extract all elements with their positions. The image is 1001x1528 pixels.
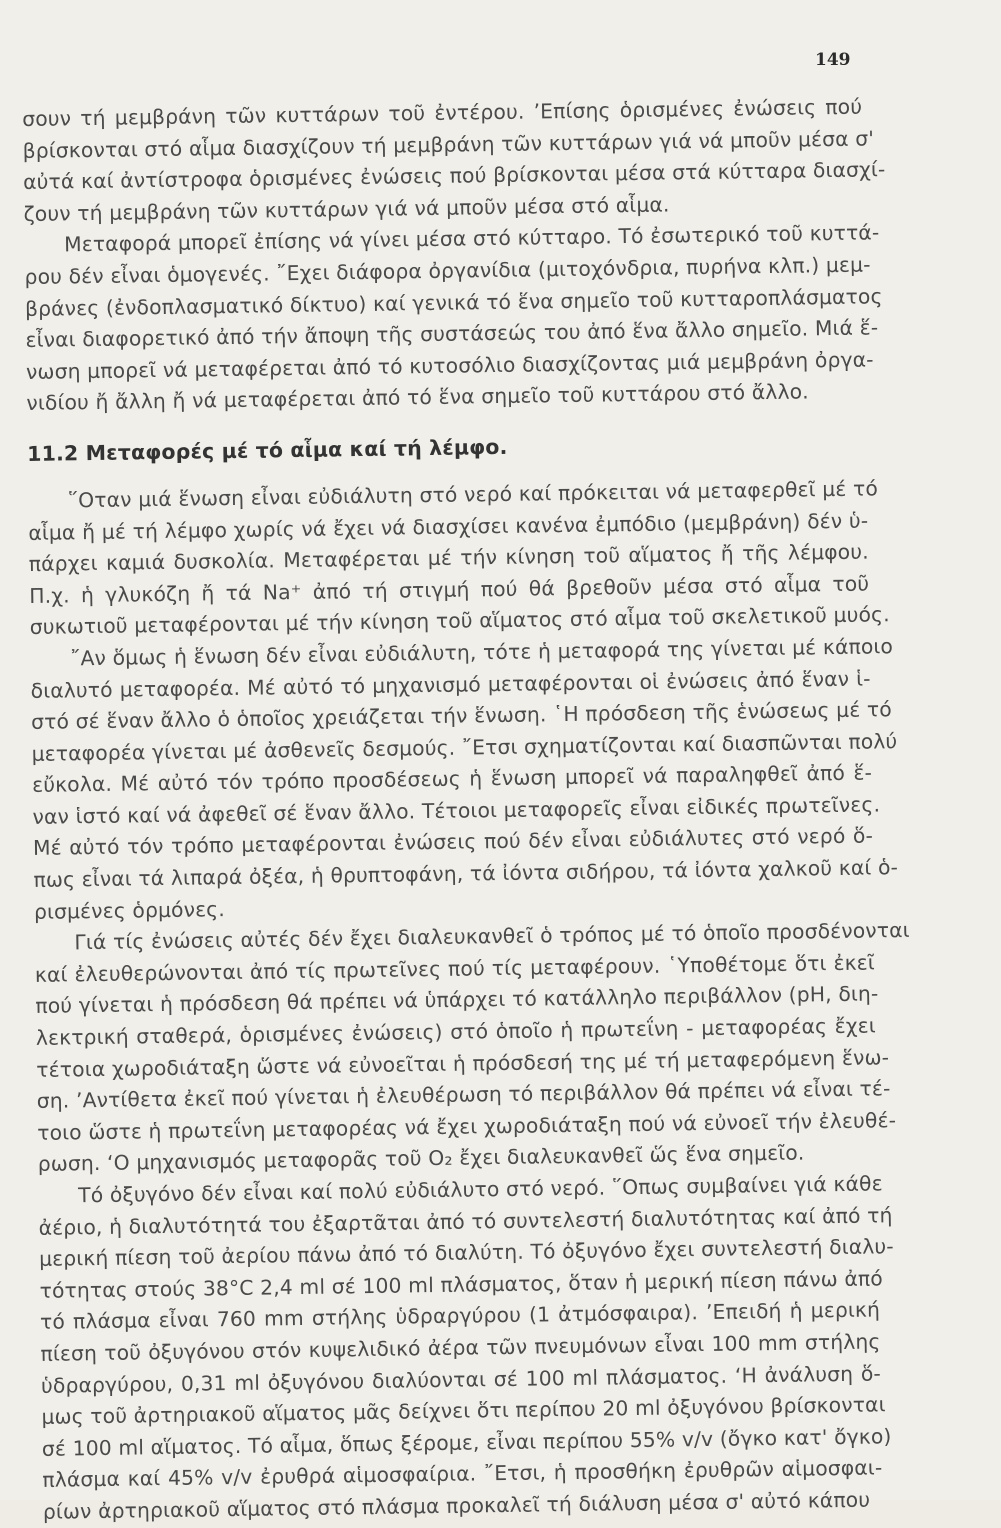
text-line: εὔκολα. Μέ αὐτό τόν τρόπο προσδέσεως ἡ ἕνωση μπορεῖ νά παραληφθεῖ ἀπό ἕ- [31, 760, 873, 798]
paragraph-3 [28, 473, 890, 643]
text-line: ση. ʼΑντίθετα ἐκεῖ πού γίνεται ἡ ἐλευθέρωση τό περιβάλλον θά πρέπει νά εἶναι τέ- [36, 1076, 891, 1114]
text-line: Μέ αὐτό τόν τρόπο μεταφέρονται ἐνώσεις πού δέν εἶναι εὐδιάλυτες στό νερό ὅ- [32, 823, 874, 861]
text-line: Μεταφορά μπορεῖ ἐπίσης νά γίνει μέσα στό κύτταρο. Τό ἐσωτερικό τοῦ κυττά- [63, 220, 880, 257]
page-number: 149 [815, 50, 851, 70]
text-line: στό σέ ἕναν ἄλλο ὁ ὁποῖος χρειάζεται τήν ἕνωση. ῾Η πρόσδεση τῆς ἑνώσεως μέ τό [30, 697, 893, 735]
text-line: νωση μπορεῖ νά μεταφέρεται ἀπό τό κυτοσόλιο διασχίζοντας μιά μεμβράνη ὀργα- [25, 347, 874, 384]
text-line: αἷμα ἤ μέ τή λέμφο χωρίς νά ἔχει νά διασχίσει κανένα ἐμπόδιο (μεμβράνη) δέν ὑ- [28, 508, 869, 545]
text-line: νιδίου ἤ ἄλλη ἤ νά μεταφέρεται ἀπό τό ἕνα σημεῖο τοῦ κυττάρου στό ἄλλο. [26, 379, 809, 416]
text-line: πως εἶναι τά λιπαρά ὀξέα, ἡ θρυπτοφάνη, τά ἰόντα σιδήρου, τά ἰόντα χαλκοῦ καί ὁ- [33, 855, 899, 892]
text-line: μως τοῦ ἀρτηριακοῦ αἵματος μᾶς δείχνει ὅτι περίπου 20 ml ὀξυγόνου βρίσκονται [41, 1392, 886, 1430]
text-line: τότητας στούς 38°C 2,4 ml σέ 100 ml πλάσματος, ὅταν ἡ μερική πίεση πάνω ἀπό [39, 1266, 884, 1303]
paragraph-2 [24, 218, 883, 420]
text-line: λεκτρική σταθερά, ὁρισμένες ἐνώσεις) στό ὁποῖο ἡ πρωτεΐνη - μεταφορέας ἔχει [35, 1013, 876, 1050]
text-line: αὐτά καί ἀντίστροφα ὁρισμένες ἐνώσεις πού βρίσκονται μέσα στά κύτταρα διασχί- [22, 157, 886, 195]
paragraph-4 [30, 631, 899, 928]
page-body [22, 92, 910, 1528]
text-line: ρισμένες ὁρμόνες. [33, 896, 226, 924]
text-line: Γιά τίς ἐνώσεις αὐτές δέν ἔχει διαλευκανθεῖ ὁ τρόπος μέ τό ὁποῖο προσδένονται [74, 918, 910, 955]
text-line: ναν ἱστό καί νά ἀφεθεῖ σέ ἕναν ἄλλο. Τέτοιοι μεταφορεῖς εἶναι εἰδικές πρωτεῖνες. [32, 792, 881, 829]
section-heading: 11.2 Μεταφορές μέ τό αἷμα καί τή λέμφο. [27, 434, 508, 466]
text-line: εἶναι διαφορετικό ἀπό τήν ἄποψη τῆς συστάσεώς του ἀπό ἕνα ἄλλο σημεῖο. Μιά ἕ- [25, 315, 879, 353]
text-line: Π.χ. ἡ γλυκόζη ἤ τά Na⁺ ἀπό τή στιγμή πού θά βρεθοῦν μέσα στό αἷμα τοῦ [29, 571, 870, 608]
text-line: ζουν τή μεμβράνη τῶν κυττάρων γιά νά μποῦν μέσα στό αἷμα. [23, 192, 670, 226]
text-line: πάρχει καμιά δυσκολία. Μεταφέρεται μέ τήν κίνηση τοῦ αἵματος ἤ τῆς λέμφου. [28, 539, 869, 577]
text-line: καί ἐλευθερώνονται ἀπό τίς πρωτεῖνες πού τίς μεταφέρουν. ῾Υποθέτομε ὅτι ἐκεῖ [34, 950, 876, 987]
text-line: ῞Οταν μιά ἕνωση εἶναι εὐδιάλυτη στό νερό καί πρόκειται νά μεταφερθεῖ μέ τό [67, 476, 879, 513]
text-line: πλάσμα καί 45% v/v ἐρυθρά αἱμοσφαίρια. ῎Ετσι, ἡ προσθήκη ἐρυθρῶν αἱμοσφαι- [42, 1455, 883, 1493]
text-line: ὑδραργύρου, 0,31 ml ὀξυγόνου διαλύονται σέ 100 ml πλάσματος. ʻΗ ἀνάλυση ὅ- [40, 1360, 882, 1398]
text-line: σουν τή μεμβράνη τῶν κυττάρων τοῦ ἐντέρου. ʼΕπίσης ὁρισμένες ἐνώσεις πού [22, 94, 863, 131]
text-line: μερική πίεση τοῦ ἀερίου πάνω ἀπό τό διαλύτη. Τό ὀξυγόνο ἔχει συντελεστή διαλυ- [38, 1234, 894, 1272]
text-line: ἀέριο, ἡ διαλυτότητά του ἐξαρτᾶται ἀπό τό συντελεστή διαλυτότητας καί ἀπό τή [38, 1202, 893, 1240]
text-line: τό πλάσμα εἶναι 760 mm στήλης ὑδραργύρου (1 ἀτμόσφαιρα). ʼΕπειδή ἡ μερική [39, 1297, 881, 1335]
text-line: ῎Αν ὅμως ἡ ἕνωση δέν εἶναι εὐδιάλυτη, τότε ἡ μεταφορά της γίνεται μέ κάποιο [70, 634, 894, 671]
text-line: μεταφορέα γίνεται μέ ἀσθενεῖς δεσμούς. ῎Ετσι σχηματίζονται καί διασπῶνται πολύ [31, 728, 898, 766]
paragraph-5 [34, 916, 910, 1181]
text-line: τέτοια χωροδιάταξη ὥστε νά εὐνοεῖται ἡ πρόσδεσή της μέ τή μεταφερόμενη ἕνω- [36, 1044, 890, 1082]
text-line: Τό ὀξυγόνο δέν εἶναι καί πολύ εὐδιάλυτο στό νερό. ῞Οπως συμβαίνει γιά κάθε [78, 1171, 883, 1208]
text-line: ρίων ἀρτηριακοῦ αἵματος στό πλάσμα προκαλεῖ τή διάλυση μέσα σ' αὐτό κάπου [42, 1487, 871, 1524]
paragraph-1 [22, 92, 886, 231]
text-line: τοιο ὥστε ἡ πρωτεΐνη μεταφορέας νά ἔχει χωροδιάταξη πού νά εὐνοεῖ τήν ἐλευθέ- [37, 1107, 897, 1145]
text-line: πίεση τοῦ ὀξυγόνου στόν κυψελιδικό ἀέρα τῶν πνευμόνων εἶναι 100 mm στήλης [40, 1329, 881, 1366]
paragraph-6 [38, 1168, 894, 1528]
text-line: διαλυτό μεταφορέα. Μέ αὐτό τό μηχανισμό μεταφέρονται οἱ ἐνώσεις ἀπό ἕναν ἱ- [30, 665, 871, 703]
text-line: ρου δέν εἶναι ὁμογενές. ῎Εχει διάφορα ὀργανίδια (μιτοχόνδρια, πυρήνα κλπ.) μεμ- [24, 252, 871, 289]
text-line: συκωτιοῦ μεταφέρονται μέ τήν κίνηση τοῦ αἵματος στό αἷμα τοῦ σκελετικοῦ μυός. [29, 602, 890, 640]
text-line: σέ 100 ml αἵματος. Τό αἷμα, ὅπως ξέρομε, εἶναι περίπου 55% v/v (ὄγκο κατ' ὄγκο) [41, 1423, 892, 1461]
text-line: βρίσκονται στό αἷμα διασχίζουν τή μεμβράνη τῶν κυττάρων γιά νά μποῦν μέσα σ' [22, 125, 875, 163]
text-line: βράνες (ἐνδοπλασματικό δίκτυο) καί γενικά τό ἕνα σημεῖο τοῦ κυτταροπλάσματος [24, 283, 883, 321]
text-line: πού γίνεται ἡ πρόσδεση θά πρέπει νά ὑπάρχει τό κατάλληλο περιβάλλον (pH, διη- [35, 981, 879, 1019]
text-line: ρωση. ʻΟ μηχανισμός μεταφορᾶς τοῦ O₂ ἔχει διαλευκανθεῖ ὥς ἕνα σημεῖο. [37, 1140, 805, 1177]
